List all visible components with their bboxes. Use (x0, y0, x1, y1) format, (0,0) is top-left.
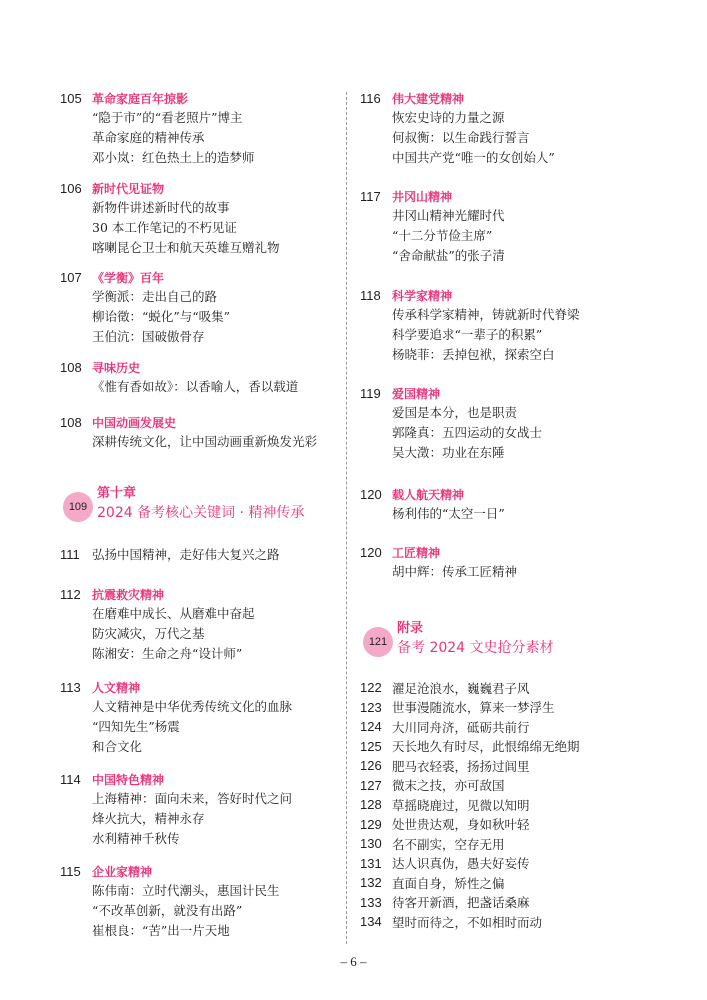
toc-item[interactable]: 邓小岚：红色热土上的造梦师 (92, 150, 255, 165)
section-title[interactable]: 工匠精神 (392, 545, 441, 560)
list-item-text: 处世贵达观，身如秋叶轻 (392, 817, 530, 833)
toc-item[interactable]: 传承科学家精神，铸就新时代脊梁 (392, 307, 580, 322)
toc-item[interactable]: 胡中辉：传承工匠精神 (392, 564, 518, 579)
page-ref: 120 (360, 544, 382, 560)
list-item-text: 天长地久有时尽，此恨绵绵无绝期 (392, 739, 580, 755)
section-title[interactable]: 载人航天精神 (392, 487, 465, 502)
toc-item[interactable]: 杨利伟的“太空一日” (392, 506, 505, 521)
toc-item[interactable]: 革命家庭的精神传承 (92, 130, 205, 145)
toc-item[interactable]: “不改革创新，就没有出路” (92, 903, 243, 918)
toc-item[interactable]: 郭隆真：五四运动的女战士 (392, 425, 543, 440)
page-ref: 128 (360, 797, 382, 813)
toc-section (60, 178, 280, 258)
appendix-subtitle: 备考 2024 文史抢分素材 (397, 640, 554, 656)
toc-item[interactable]: 30 本工作笔记的不朽见证 (92, 220, 237, 235)
section-title[interactable]: 科学家精神 (392, 288, 453, 303)
toc-item[interactable]: 和合文化 (92, 739, 143, 754)
toc-section (360, 285, 580, 365)
toc-section (360, 484, 505, 524)
toc-item[interactable]: 杨晓菲：丢掉包袱，探索空白 (392, 347, 555, 362)
section-title[interactable]: 中国动画发展史 (92, 415, 177, 430)
list-item[interactable] (360, 698, 580, 718)
chapter-page-badge: 109 (63, 492, 93, 522)
section-title[interactable]: 革命家庭百年掠影 (92, 91, 189, 106)
page-ref: 112 (60, 586, 81, 602)
toc-solo-entry[interactable] (60, 544, 280, 564)
list-item[interactable] (360, 834, 580, 854)
list-item-text: 微末之技，亦可敌国 (392, 778, 505, 794)
section-title[interactable]: 抗震救灾精神 (92, 587, 165, 602)
toc-item[interactable]: 《惟有香如故》：以香喻人，香以载道 (92, 379, 299, 394)
toc-section (60, 357, 298, 397)
column-divider (346, 92, 347, 944)
toc-item[interactable]: 井冈山精神光耀时代 (392, 208, 505, 223)
list-item-text: 望时而待之，不如相时而动 (392, 914, 543, 930)
page-ref: 119 (360, 385, 381, 401)
page-ref: 113 (60, 679, 81, 695)
page-ref: 126 (360, 758, 382, 774)
page-ref: 111 (60, 546, 80, 562)
toc-section (360, 383, 542, 463)
list-item[interactable] (360, 912, 580, 932)
page-ref: 120 (360, 486, 382, 502)
toc-item[interactable]: 水利精神千秋传 (92, 831, 180, 846)
toc-item[interactable]: 陈湘安：生命之舟“设计师” (92, 646, 243, 661)
toc-item[interactable]: 科学要追求“一辈子的积累” (392, 327, 543, 342)
page-ref: 107 (60, 269, 82, 285)
toc-section (360, 186, 505, 266)
toc-item[interactable]: 烽火抗大，精神永存 (92, 811, 205, 826)
toc-item[interactable]: 吴大澂：功业在东陲 (392, 445, 505, 460)
page-number: – 6 – (340, 954, 367, 969)
toc-item[interactable]: 王伯沆：国破傲骨存 (92, 329, 205, 344)
list-item-text: 达人识真伪，愚夫好妄传 (392, 856, 530, 872)
page-ref: 105 (60, 90, 82, 106)
page-ref: 132 (360, 875, 382, 891)
page-ref: 106 (60, 180, 82, 196)
toc-item[interactable]: “四知先生”杨震 (92, 719, 180, 734)
toc-item[interactable]: 在磨难中成长、从磨难中奋起 (92, 606, 255, 621)
page-ref: 131 (360, 855, 382, 871)
section-title[interactable]: 《学衡》百年 (92, 270, 165, 285)
toc-section (360, 88, 555, 168)
page-ref: 117 (360, 188, 381, 204)
toc-item[interactable]: 人文精神是中华优秀传统文化的血脉 (92, 699, 293, 714)
toc-item[interactable]: “十二分节俭主席” (392, 228, 493, 243)
toc-section (60, 677, 292, 757)
page-ref: 115 (60, 863, 81, 879)
page-ref: 130 (360, 836, 382, 852)
section-title[interactable]: 人文精神 (92, 680, 141, 695)
toc-item[interactable]: “隐于市”的“看老照片”博主 (92, 110, 243, 125)
toc-item[interactable]: “舍命献盐”的张子清 (392, 248, 505, 263)
list-item[interactable] (360, 795, 580, 815)
toc-item[interactable]: 深耕传统文化，让中国动画重新焕发光彩 (92, 434, 318, 449)
toc-item[interactable]: 柳诒徵：“蜕化”与“吸集” (92, 309, 231, 324)
page-ref: 123 (360, 699, 382, 715)
section-title[interactable]: 爱国精神 (392, 386, 441, 401)
toc-section (60, 88, 255, 168)
toc-item: 弘扬中国精神，走好伟大复兴之路 (92, 547, 280, 562)
toc-item[interactable]: 陈伟南：立时代潮头，惠国计民生 (92, 883, 280, 898)
list-item[interactable] (360, 893, 580, 913)
toc-section (60, 861, 280, 941)
page-ref: 134 (360, 914, 382, 930)
page-ref: 133 (360, 894, 382, 910)
toc-section (60, 412, 317, 452)
section-title[interactable]: 企业家精神 (92, 864, 153, 879)
toc-item[interactable]: 崔根良：“苦”出一片天地 (92, 923, 230, 938)
section-title[interactable]: 伟大建党精神 (392, 91, 465, 106)
toc-section (360, 542, 517, 582)
section-title[interactable]: 寻味历史 (92, 360, 141, 375)
toc-item[interactable]: 恢宏史诗的力量之源 (392, 110, 505, 125)
list-item-text: 名不副实，空存无用 (392, 836, 505, 852)
page-ref: 129 (360, 816, 382, 832)
toc-item[interactable]: 学衡派：走出自己的路 (92, 289, 218, 304)
page-ref: 114 (60, 771, 81, 787)
list-item-text: 世事漫随流水，算来一梦浮生 (392, 700, 555, 716)
toc-section (60, 267, 230, 347)
list-item[interactable] (360, 873, 580, 893)
chapter-label: 第十章 (97, 486, 137, 501)
list-item-text: 大川同舟济，砥砺共前行 (392, 719, 530, 735)
page-ref: 125 (360, 738, 382, 754)
chapter-heading[interactable] (60, 485, 304, 523)
page-ref: 108 (60, 414, 82, 430)
list-item-text: 待客开新酒，把盏话桑麻 (392, 895, 530, 911)
toc-item[interactable]: 爱国是本分，也是职责 (392, 405, 518, 420)
page-ref: 124 (360, 719, 382, 735)
toc-item[interactable]: 中国共产党“唯一的女创始人” (392, 150, 555, 165)
list-item-text: 草摇晓鹿过，见微以知明 (392, 797, 530, 813)
list-item-text: 濯足沧浪水，巍巍君子风 (392, 680, 530, 696)
chapter-subtitle: 2024 备考核心关键词 · 精神传承 (97, 505, 305, 521)
appendix-label: 附录 (397, 621, 424, 636)
appendix-heading[interactable] (360, 620, 554, 658)
list-item[interactable] (360, 854, 580, 874)
page-ref: 122 (360, 680, 382, 696)
list-item[interactable] (360, 776, 580, 796)
toc-item[interactable]: 新物件讲述新时代的故事 (92, 200, 230, 215)
toc-item[interactable]: 防灾减灾，万代之基 (92, 626, 205, 641)
list-item[interactable] (360, 815, 580, 835)
list-item[interactable] (360, 717, 580, 737)
toc-item[interactable]: 何叔衡：以生命践行誓言 (392, 130, 530, 145)
page-ref: 108 (60, 359, 82, 375)
appendix-list (360, 678, 580, 932)
section-title[interactable]: 中国特色精神 (92, 772, 165, 787)
list-item[interactable] (360, 737, 580, 757)
list-item-text: 肥马衣轻裘，扬扬过闾里 (392, 758, 530, 774)
toc-section (60, 584, 255, 664)
list-item[interactable] (360, 678, 580, 698)
toc-section (60, 769, 292, 849)
appendix-page-badge: 121 (363, 627, 393, 657)
page-ref: 116 (360, 90, 381, 106)
toc-item[interactable]: 喀喇昆仑卫士和航天英雄互赠礼物 (92, 240, 280, 255)
page-ref: 127 (360, 777, 382, 793)
list-item-text: 直面自身，矫性之偏 (392, 875, 505, 891)
toc-item[interactable]: 上海精神：面向未来，答好时代之问 (92, 791, 293, 806)
section-title[interactable]: 井冈山精神 (392, 189, 453, 204)
list-item[interactable] (360, 756, 580, 776)
section-title[interactable]: 新时代见证物 (92, 181, 165, 196)
page-ref: 118 (360, 287, 381, 303)
